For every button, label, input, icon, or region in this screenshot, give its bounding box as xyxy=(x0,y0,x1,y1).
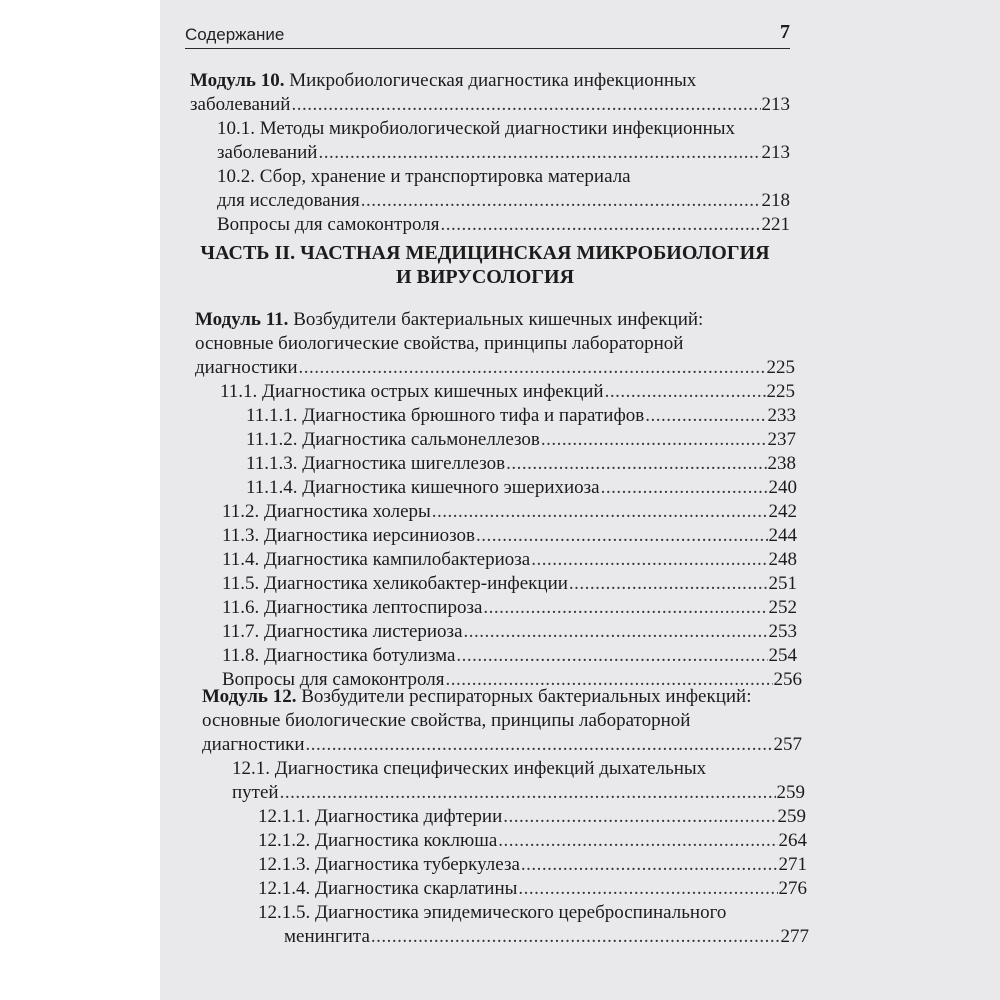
leader-dots xyxy=(361,189,761,213)
toc-entry-page: 252 xyxy=(768,597,797,618)
toc-entry-text: диагностики xyxy=(202,734,305,755)
module-10-label: Модуль 10. xyxy=(190,70,285,91)
toc-entry-11-8[interactable] xyxy=(222,644,797,668)
toc-entry-11-1-1[interactable] xyxy=(246,404,796,428)
module-10-title-line1 xyxy=(190,69,696,93)
toc-entry-module-12[interactable] xyxy=(202,733,802,757)
toc-entry-text: менингита xyxy=(284,926,370,947)
leader-dots xyxy=(531,548,767,572)
toc-entry-11-4[interactable] xyxy=(222,548,797,572)
leader-dots xyxy=(498,829,777,853)
toc-entry-text: 11.4. Диагностика кампилобактериоза xyxy=(222,549,531,570)
leader-dots xyxy=(299,356,766,380)
toc-entry-10-2-line1: 10.2. Сбор, хранение и транспортировка материала xyxy=(217,166,631,187)
leader-dots xyxy=(645,404,766,428)
toc-entry-page: 254 xyxy=(768,645,797,666)
module-11-title-text: Возбудители бактериальных кишечных инфекций: xyxy=(293,309,704,330)
toc-entry-10-2[interactable] xyxy=(217,189,790,213)
toc-entry-12-1-2[interactable] xyxy=(258,829,807,853)
toc-entry-text: 12.1.3. Диагностика туберкулеза xyxy=(258,854,520,875)
module-10-title-text: Микробиологическая диагностика инфекционных xyxy=(289,70,697,91)
module-12-label: Модуль 12. xyxy=(202,686,297,707)
toc-entry-text: 12.1.2. Диагностика коклюша xyxy=(258,830,498,851)
toc-entry-text: заболеваний xyxy=(217,142,318,163)
toc-entry-page: 225 xyxy=(766,357,795,378)
toc-entry-page: 221 xyxy=(761,214,790,235)
toc-entry-text: 11.1.4. Диагностика кишечного эшерихиоза xyxy=(246,477,600,498)
leader-dots xyxy=(483,596,767,620)
module-11-label: Модуль 11. xyxy=(195,309,289,330)
leader-dots xyxy=(432,500,768,524)
leader-dots xyxy=(521,853,778,877)
leader-dots xyxy=(541,428,767,452)
toc-entry-page: 257 xyxy=(773,734,802,755)
toc-entry-12-1-line1: 12.1. Диагностика специфических инфекций дыхательных xyxy=(232,758,707,779)
toc-entry-11-1-3[interactable] xyxy=(246,452,796,476)
leader-dots xyxy=(569,572,768,596)
module-11-title-line1 xyxy=(195,308,703,332)
toc-entry-text: Вопросы для самоконтроля xyxy=(217,214,440,235)
toc-entry-text: для исследования xyxy=(217,190,360,211)
part-2-heading-line1: ЧАСТЬ II. ЧАСТНАЯ МЕДИЦИНСКАЯ МИКРОБИОЛОГИЯ xyxy=(200,242,770,264)
leader-dots xyxy=(318,141,760,165)
toc-entry-page: 244 xyxy=(768,525,797,546)
leader-dots xyxy=(506,452,766,476)
toc-entry-11-3[interactable] xyxy=(222,524,797,548)
toc-entry-page: 225 xyxy=(766,381,795,402)
toc-entry-11-1[interactable] xyxy=(220,380,795,404)
toc-entry-page: 248 xyxy=(768,549,797,570)
leader-dots xyxy=(464,620,768,644)
leader-dots xyxy=(601,476,768,500)
toc-entry-text: 11.1. Диагностика острых кишечных инфекций xyxy=(220,381,604,402)
toc-entry-page: 240 xyxy=(768,477,797,498)
toc-entry-11-2[interactable] xyxy=(222,500,797,524)
toc-entry-module-11[interactable] xyxy=(195,356,795,380)
toc-entry-page: 251 xyxy=(768,573,797,594)
toc-entry-page: 218 xyxy=(761,190,790,211)
toc-entry-text: 11.8. Диагностика ботулизма xyxy=(222,645,456,666)
leader-dots xyxy=(440,213,760,237)
leader-dots xyxy=(605,380,766,404)
part-2-heading-line2: И ВИРУСОЛОГИЯ xyxy=(395,266,575,288)
toc-entry-page: 237 xyxy=(767,429,796,450)
toc-entry-page: 213 xyxy=(761,142,790,163)
leader-dots xyxy=(518,877,777,901)
toc-entry-10-1[interactable] xyxy=(217,141,790,165)
module-12-title-line1 xyxy=(202,685,752,709)
toc-entry-module-10[interactable] xyxy=(190,93,790,117)
toc-entry-10-1-line1: 10.1. Методы микробиологической диагностики инфекционных xyxy=(217,118,736,139)
toc-entry-text: 11.7. Диагностика листериоза xyxy=(222,621,463,642)
toc-entry-text: 11.6. Диагностика лептоспироза xyxy=(222,597,483,618)
leader-dots xyxy=(291,93,760,117)
leader-dots xyxy=(476,524,768,548)
toc-entry-12-1-5-line1: 12.1.5. Диагностика эпидемического цереброспинального xyxy=(258,902,727,923)
leader-dots xyxy=(306,733,773,757)
module-11-title-line2: основные биологические свойства, принципы лабораторной xyxy=(195,333,684,354)
toc-entry-11-5[interactable] xyxy=(222,572,797,596)
toc-entry-text: 11.3. Диагностика иерсиниозов xyxy=(222,525,475,546)
toc-entry-text: заболеваний xyxy=(190,94,291,115)
toc-entry-page: 264 xyxy=(778,830,807,851)
module-12-title-line2: основные биологические свойства, принципы лабораторной xyxy=(202,710,691,731)
toc-entry-page: 213 xyxy=(761,94,790,115)
toc-entry-text: 12.1.4. Диагностика скарлатины xyxy=(258,878,518,899)
leader-dots xyxy=(456,644,767,668)
toc-entry-12-1[interactable] xyxy=(232,781,805,805)
toc-entry-page: 253 xyxy=(768,621,797,642)
toc-entry-12-1-3[interactable] xyxy=(258,853,807,877)
header-section-title: Содержание xyxy=(185,25,285,44)
toc-entry-text: 11.1.1. Диагностика брюшного тифа и паратифов xyxy=(246,405,645,426)
toc-entry-page: 259 xyxy=(776,782,805,803)
module-12-title-text: Возбудители респираторных бактериальных инфекций: xyxy=(301,686,752,707)
toc-entry-text: 11.2. Диагностика холеры xyxy=(222,501,431,522)
toc-entry-11-1-2[interactable] xyxy=(246,428,796,452)
toc-entry-page: 276 xyxy=(778,878,807,899)
toc-entry-text: диагностики xyxy=(195,357,298,378)
toc-entry-10-review[interactable] xyxy=(217,213,790,237)
toc-entry-11-6[interactable] xyxy=(222,596,797,620)
toc-entry-text: 11.1.2. Диагностика сальмонеллезов xyxy=(246,429,540,450)
leader-dots xyxy=(503,805,776,829)
toc-entry-text: 11.5. Диагностика хеликобактер-инфекции xyxy=(222,573,568,594)
toc-entry-12-1-1[interactable] xyxy=(258,805,806,829)
header-page-number: 7 xyxy=(780,21,790,43)
toc-entry-11-1-4[interactable] xyxy=(246,476,797,500)
toc-entry-12-1-5[interactable] xyxy=(284,925,809,949)
toc-entry-text: путей xyxy=(232,782,279,803)
toc-entry-text: 11.1.3. Диагностика шигеллезов xyxy=(246,453,506,474)
toc-entry-11-7[interactable] xyxy=(222,620,797,644)
toc-entry-12-1-4[interactable] xyxy=(258,877,807,901)
toc-entry-text: Вопросы для самоконтроля xyxy=(222,669,445,690)
toc-entry-page: 238 xyxy=(767,453,796,474)
toc-entry-page: 242 xyxy=(768,501,797,522)
leader-dots xyxy=(371,925,780,949)
toc-entry-page: 233 xyxy=(767,405,796,426)
toc-entry-page: 271 xyxy=(778,854,807,875)
toc-entry-text: 12.1.1. Диагностика дифтерии xyxy=(258,806,503,827)
toc-entry-page: 259 xyxy=(777,806,806,827)
toc-entry-page: 277 xyxy=(780,926,809,947)
toc-entry-page: 256 xyxy=(773,669,802,690)
leader-dots xyxy=(280,781,776,805)
